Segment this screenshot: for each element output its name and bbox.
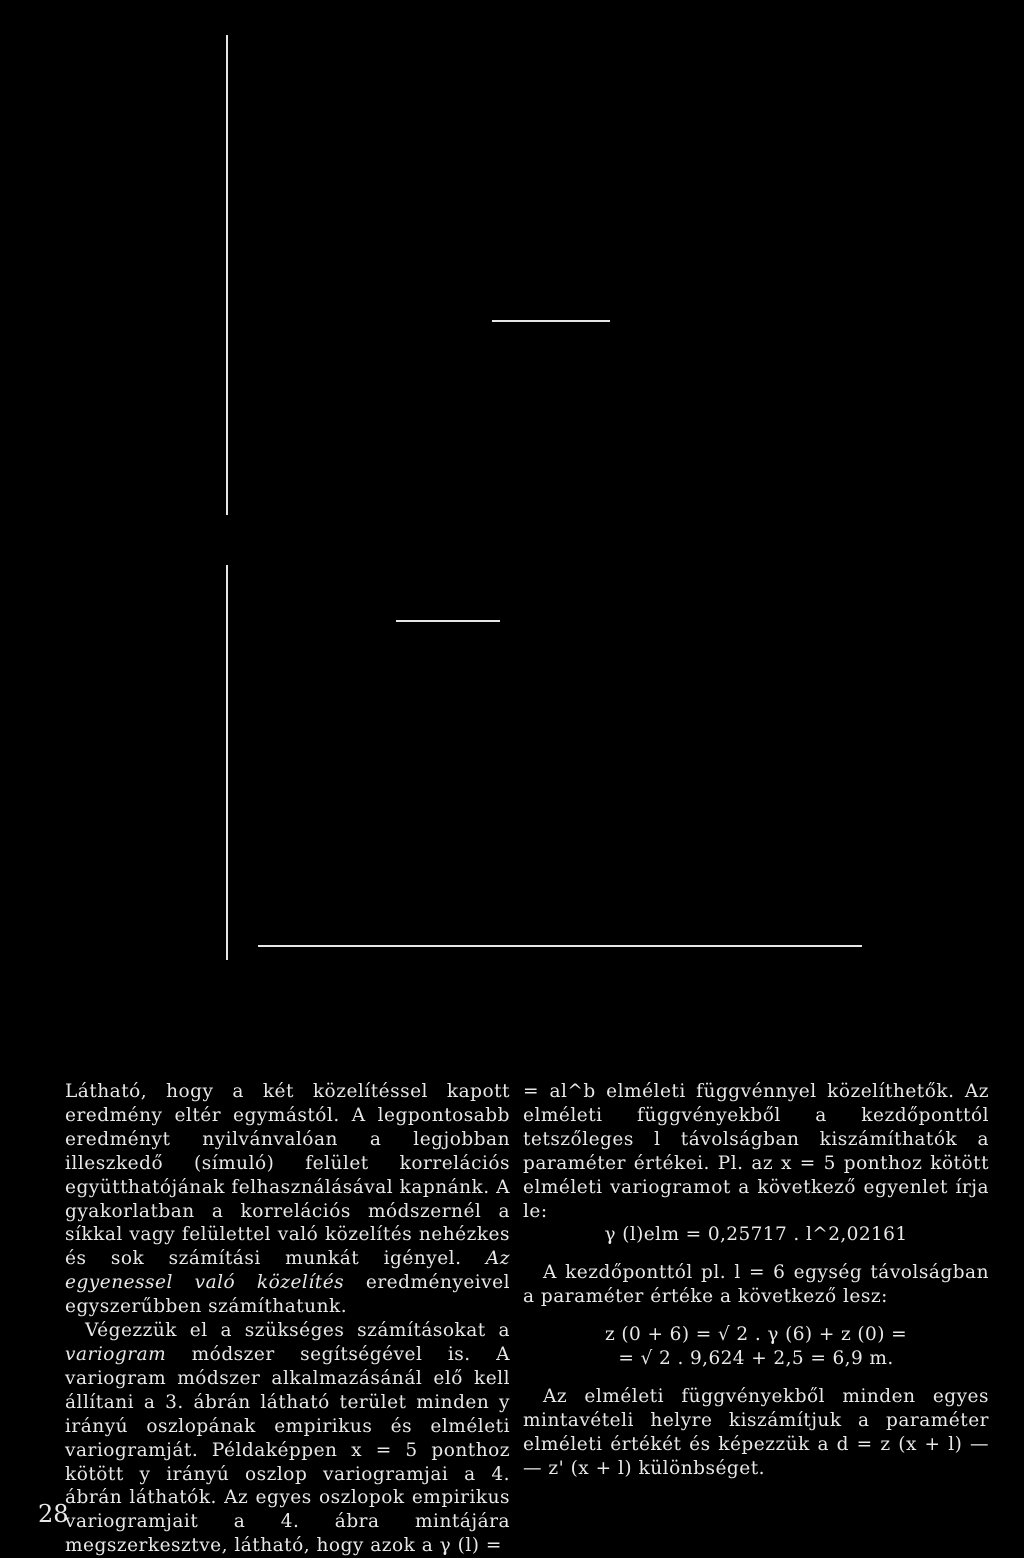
text-segment: Látható, hogy a két közelítéssel kapott eredmény eltér egymástól. A legpontosabb eredményt nyilvánvalóan a legjobban illeszkedő (símuló) felület korrelációs együtthatójának felhasználásával kapnánk. A gyakorlatban a korrelációs módszernél a síkkal vagy felülettel való közelítés nehézkes és sok számítási munkát igényel.	[65, 1081, 510, 1270]
horizontal-line-1	[492, 320, 610, 322]
right-paragraph-1: = al^b elméleti függvénnyel közelíthetők. Az elméleti függvényekből a kezdőponttól tetszőleges l távolságban kiszámíthatók a paraméter értékei. Pl. az x = 5 ponthoz kötött elméleti variogramot a következő egyenlet írja le:	[523, 1081, 989, 1222]
vertical-line-top	[226, 35, 228, 515]
italic-segment: Az egyenessel való közelítés	[65, 1248, 510, 1294]
horizontal-line-2	[396, 620, 500, 622]
vertical-line-bottom	[226, 565, 228, 960]
left-paragraph	[65, 1080, 510, 1319]
left-paragraph-2	[65, 1319, 510, 1558]
right-paragraph-3: Az elméleti függvényekből minden egyes mintavételi helyre kiszámítjuk a paraméter elméleti értékét és képezzük a d = z (x + l) — — z' (x + l) különbséget.	[523, 1385, 989, 1479]
italic-segment: variogram	[65, 1343, 167, 1365]
text-segment: módszer segítségével is. A variogram módszer alkalmazásánál elő kell állítani a 3. ábrán látható terület minden y irányú oszlopának empirikus és elméleti variogramját. Példaképpen x = 5 ponthoz kötött y irányú oszlop variogramjai a 4. ábrán láthatók. Az egyes oszlopok empirikus variogramjait a 4. ábra mintájára megszerkesztve, látható, hogy azok a γ (l) =	[65, 1343, 510, 1557]
right-column	[523, 1080, 989, 1481]
text-segment: Végezzük el a szükséges számításokat a	[85, 1320, 510, 1342]
text-segment: eredményeivel egyszerűbben számíthatunk.	[65, 1272, 510, 1318]
formula-z: z (0 + 6) = √ 2 . γ (6) + z (0) =	[604, 1324, 908, 1346]
page-number: 28	[38, 1500, 69, 1528]
horizontal-line-base	[258, 945, 862, 947]
right-paragraph-2: A kezdőponttól pl. l = 6 egység távolságban a paraméter értéke a következő lesz:	[523, 1262, 989, 1308]
left-column	[65, 1080, 510, 1558]
formula-result: = √ 2 . 9,624 + 2,5 = 6,9 m.	[618, 1348, 894, 1370]
formula-gamma: γ (l)elm = 0,25717 . l^2,02161	[604, 1224, 908, 1246]
